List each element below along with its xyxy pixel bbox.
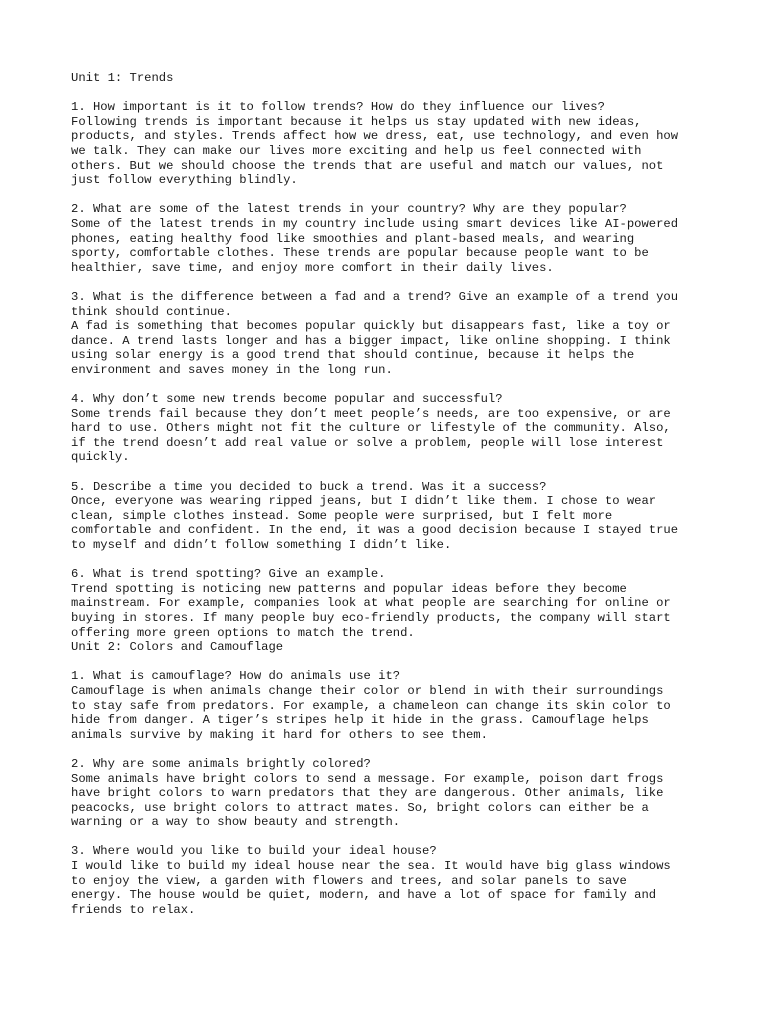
- answer-line: to stay safe from predators. For example, a chameleon can change its skin color to: [71, 698, 671, 713]
- answer-line: Some animals have bright colors to send a message. For example, poison dart frogs: [71, 771, 664, 786]
- answer-line: others. But we should choose the trends that are useful and match our values, not: [71, 158, 664, 173]
- answer-line: we talk. They can make our lives more exciting and help us feel connected with: [71, 143, 642, 158]
- answer-line: Once, everyone was wearing ripped jeans, but I didn’t like them. I chose to wear: [71, 494, 657, 509]
- answer-line: buying in stores. If many people buy eco-friendly products, the company will start: [71, 610, 671, 625]
- unit2-title: Unit 2: Colors and Camouflage: [71, 640, 284, 655]
- answer-line: Some trends fail because they don’t meet people’s needs, are too expensive, or are: [71, 406, 671, 421]
- answer-line: A fad is something that becomes popular quickly but disappears fast, like a toy or: [71, 319, 671, 334]
- qa-section: [71, 290, 728, 378]
- question-text: 3. What is the difference between a fad and a trend? Give an example of a trend you think should continue.: [71, 289, 679, 319]
- qa-section: [71, 844, 728, 917]
- question-text: 3. Where would you like to build your ideal house?: [71, 844, 437, 859]
- answer-line: comfortable and confident. In the end, it was a good decision because I stayed true: [71, 523, 679, 538]
- qa-section: [71, 202, 728, 275]
- answer-line: peacocks, use bright colors to attract mates. So, bright colors can either be a: [71, 800, 649, 815]
- answer-line: healthier, save time, and enjoy more comfort in their daily lives.: [71, 260, 554, 275]
- qa-section: [71, 100, 728, 188]
- answer-line: warning or a way to show beauty and strength.: [71, 815, 401, 830]
- answer-line: Camouflage is when animals change their color or blend in with their surroundings: [71, 683, 664, 698]
- answer-line: to myself and didn’t follow something I didn’t like.: [71, 538, 452, 552]
- answer-line: products, and styles. Trends affect how we dress, eat, use technology, and even how: [71, 129, 679, 144]
- question-text: 6. What is trend spotting? Give an example.: [71, 567, 386, 582]
- question-text: 4. Why don’t some new trends become popular and successful?: [71, 392, 503, 407]
- unit1-title: Unit 1: Trends: [71, 71, 174, 85]
- answer-line: phones, eating healthy food like smoothies and plant-based meals, and wearing: [71, 231, 635, 246]
- answer-line: offering more green options to match the trend.: [71, 625, 415, 640]
- question-text: 1. How important is it to follow trends? How do they influence our lives?: [71, 100, 605, 115]
- question-text: 5. Describe a time you decided to buck a trend. Was it a success?: [71, 479, 547, 494]
- answer-line: have bright colors to warn predators that they are dangerous. Other animals, like: [71, 786, 664, 801]
- answer-line: if the trend doesn’t add real value or solve a problem, people will lose interest: [71, 435, 664, 450]
- answer-line: dance. A trend lasts longer and has a bigger impact, like online shopping. I think: [71, 333, 671, 348]
- answer-line: quickly.: [71, 450, 130, 465]
- question-text: 2. What are some of the latest trends in your country? Why are they popular?: [71, 202, 627, 217]
- answer-line: to enjoy the view, a garden with flowers and trees, and solar panels to save: [71, 873, 627, 888]
- question-text: 1. What is camouflage? How do animals use it?: [71, 669, 401, 684]
- answer-line: environment and saves money in the long run.: [71, 362, 393, 377]
- answer-line: I would like to build my ideal house near the sea. It would have big glass windows: [71, 859, 671, 874]
- unit1-sections: [71, 100, 728, 640]
- answer-line: using solar energy is a good trend that should continue, because it helps the: [71, 348, 635, 363]
- unit2-sections: [71, 669, 728, 917]
- answer-line: hide from danger. A tiger’s stripes help it hide in the grass. Camouflage helps: [71, 713, 649, 728]
- qa-section: [71, 392, 728, 465]
- answer-line: sporty, comfortable clothes. These trends are popular because people want to be: [71, 246, 649, 261]
- answer-line: just follow everything blindly.: [71, 173, 298, 188]
- qa-section: [71, 567, 728, 640]
- answer-line: clean, simple clothes instead. Some people were surprised, but I felt more: [71, 508, 613, 523]
- answer-line: Some of the latest trends in my country include using smart devices like AI-powered: [71, 216, 679, 231]
- answer-line: energy. The house would be quiet, modern, and have a lot of space for family and: [71, 888, 657, 903]
- answer-line: hard to use. Others might not fit the culture or lifestyle of the community. Also,: [71, 421, 671, 436]
- answer-line: Trend spotting is noticing new patterns and popular ideas before they become: [71, 581, 627, 596]
- qa-section: [71, 757, 728, 830]
- qa-section: [71, 480, 728, 553]
- question-text: 2. Why are some animals brightly colored?: [71, 756, 371, 771]
- qa-section: [71, 669, 728, 742]
- answer-line: friends to relax.: [71, 902, 196, 917]
- answer-line: mainstream. For example, companies look at what people are searching for online or: [71, 596, 671, 611]
- answer-line: Following trends is important because it helps us stay updated with new ideas,: [71, 114, 642, 129]
- answer-line: animals survive by making it hard for others to see them.: [71, 727, 488, 742]
